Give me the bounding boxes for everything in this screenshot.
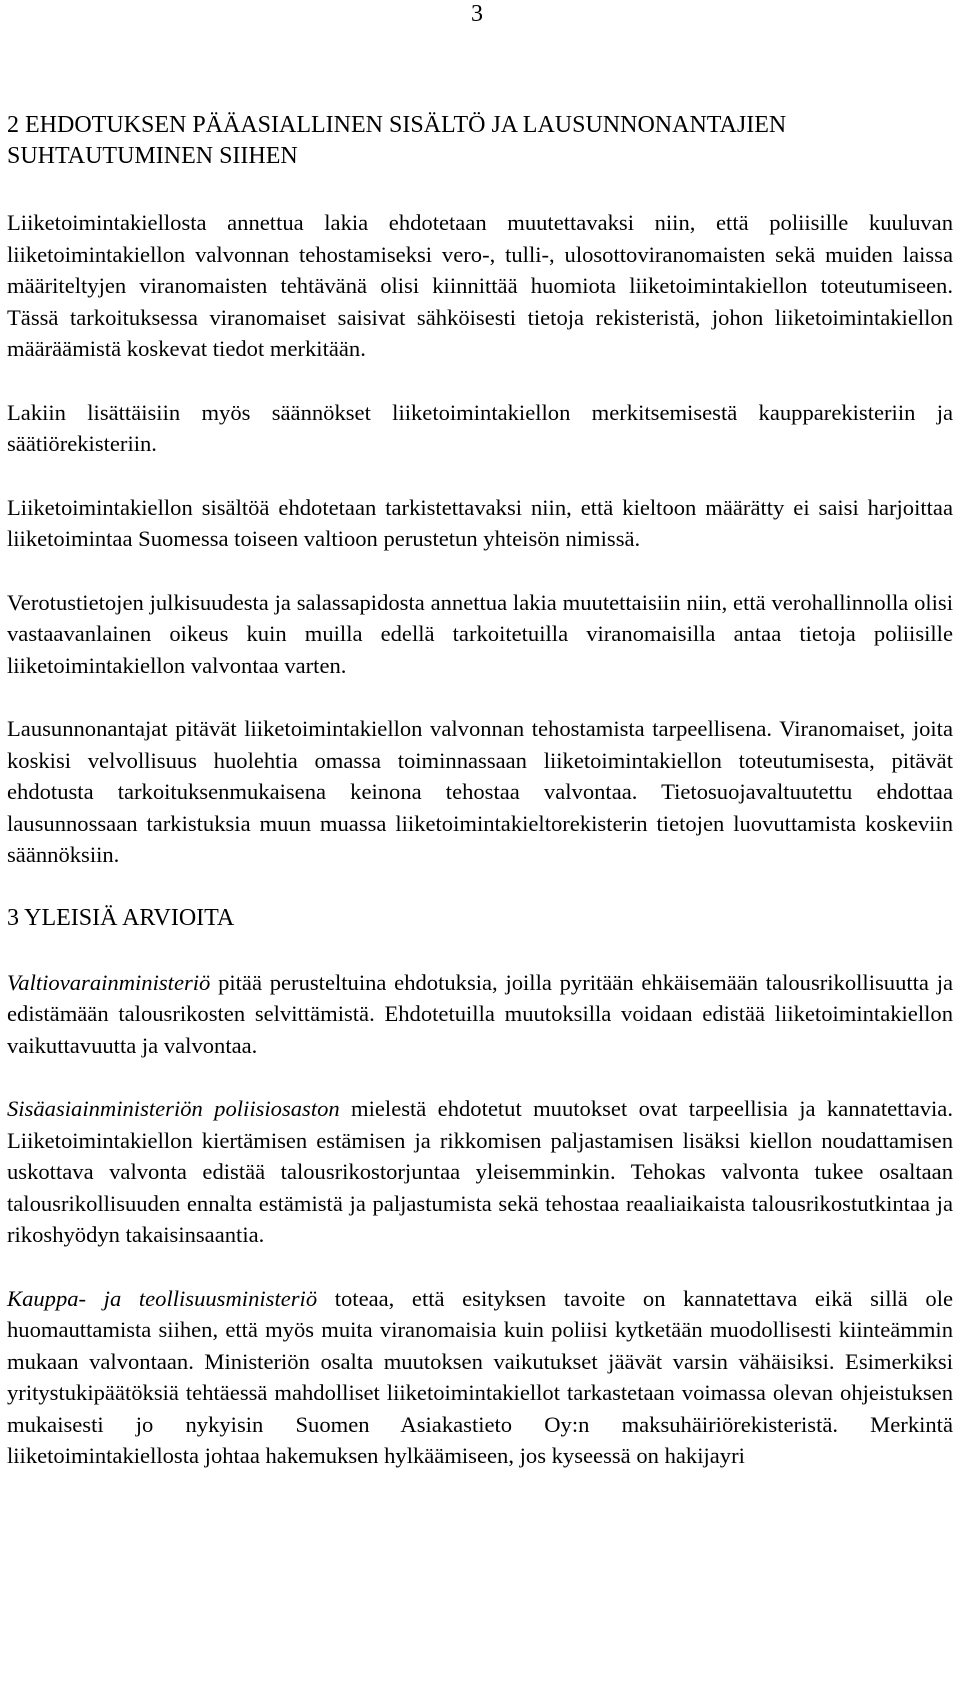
section-3-heading: 3 YLEISIÄ ARVIOITA xyxy=(7,904,235,931)
section-2-paragraph-1: Liiketoimintakiellosta annettua lakia ehdotetaan muutettavaksi niin, että poliisille kuuluvan liiketoimintakiellon valvonnan tehostamiseksi vero-, tulli-, ulosottoviranomaisten sekä muiden laissa määriteltyjen viranomaisten tehtävänä olisi kiinnittää huomiota liiketoimintakiellon toteutumiseen. Tässä tarkoituksessa viranomaiset saisivat sähköisesti tietoja rekisteristä, johon liiketoimintakiellon määräämistä koskevat tiedot merkitään. xyxy=(7,210,953,361)
section-2-paragraph-4: Verotustietojen julkisuudesta ja salassapidosta annettua lakia muutettaisiin niin, että verohallinnolla olisi vastaavanlainen oikeus kuin muilla edellä tarkoitetuilla viranomaisilla antaa tietoja poliisille liiketoimintakiellon valvontaa varten. xyxy=(7,589,953,678)
page-number: 3 xyxy=(471,1,483,27)
section-2-heading: 2 EHDOTUKSEN PÄÄASIALLINEN SISÄLTÖ JA LAUSUNNONANTAJIEN SUHTAUTUMINEN SIIHEN xyxy=(7,112,787,169)
section-2-paragraph-3: Liiketoimintakiellon sisältöä ehdotetaan tarkistettavaksi niin, että kieltoon määrätty ei saisi harjoittaa liiketoimintaa Suomessa toiseen valtioon perustetun yhteisön nimissä. xyxy=(7,494,953,551)
section-3-paragraph-1 xyxy=(7,967,953,1062)
ministry-name-italic: Valtiovarainministeriö xyxy=(7,969,211,995)
ministry-name-italic: Sisäasiainministeriön poliisiosaston xyxy=(7,1096,340,1121)
paragraph-text: pitää perusteltuina ehdotuksia, joilla pyritään ehkäisemään talousrikollisuutta ja edistämään talousrikosten selvittämistä. Ehdotetuilla muutoksilla voidaan edistää liiketoimintakiellon vaikuttavuutta ja valvontaa. xyxy=(7,969,953,1058)
paragraph-text: mielestä ehdotetut muutokset ovat tarpeellisia ja kannatettavia. Liiketoimintakiellon kiertämisen estämisen ja rikkomisen paljastamisen lisäksi kiellon noudattamisen uskottava valvonta edistää talousrikostorjuntaa yleisemminkin. Tehokas valvonta tukee osaltaan talousrikollisuuden ennalta estämistä ja paljastumista sekä tehostaa reaaliaikaista talousrikostutkintaa ja rikoshyödyn takaisinsaantia. xyxy=(7,1096,953,1247)
section-2-paragraph-2: Lakiin lisättäisiin myös säännökset liiketoimintakiellon merkitsemisestä kaupparekisteriin ja säätiörekisteriin. xyxy=(7,399,953,456)
ministry-name-italic: Kauppa- ja teollisuusministeriö xyxy=(7,1285,318,1311)
section-3-paragraph-2 xyxy=(7,1093,953,1251)
paragraph-text: toteaa, että esityksen tavoite on kannatettava eikä sillä ole huomauttamista siihen, että myös muita viranomaisia kuin poliisi kytketään muodollisesti kiinteämmin mukaan valvontaan. Ministeriön osalta muutoksen vaikutukset jäävät varsin vähäisiksi. Esimerkiksi yritystukipäätöksiä tehtäessä mahdolliset liiketoimintakiellot tarkastetaan voimassa olevan ohjeistuksen mukaisesti jo nykyisin Suomen Asiakastieto Oy:n maksuhäiriörekisteristä. Merkintä liiketoimintakiellosta johtaa hakemuksen hylkäämiseen, jos kyseessä on hakijayri xyxy=(7,1285,953,1468)
document-body xyxy=(7,110,953,1504)
section-2-paragraph-5: Lausunnonantajat pitävät liiketoimintakiellon valvonnan tehostamista tarpeellisena. Viranomaiset, joita koskisi velvollisuus huolehtia omassa toiminnassaan liiketoimintakiellon toteutumisesta, pitävät ehdotusta tarkoituksenmukaisena keinona tehostaa valvontaa. Tietosuojavaltuutettu ehdottaa lausunnossaan tarkistuksia muun muassa liiketoimintakieltorekisterin tietojen luovuttamista koskeviin säännöksiin. xyxy=(7,716,953,867)
section-3-paragraph-3 xyxy=(7,1283,953,1472)
